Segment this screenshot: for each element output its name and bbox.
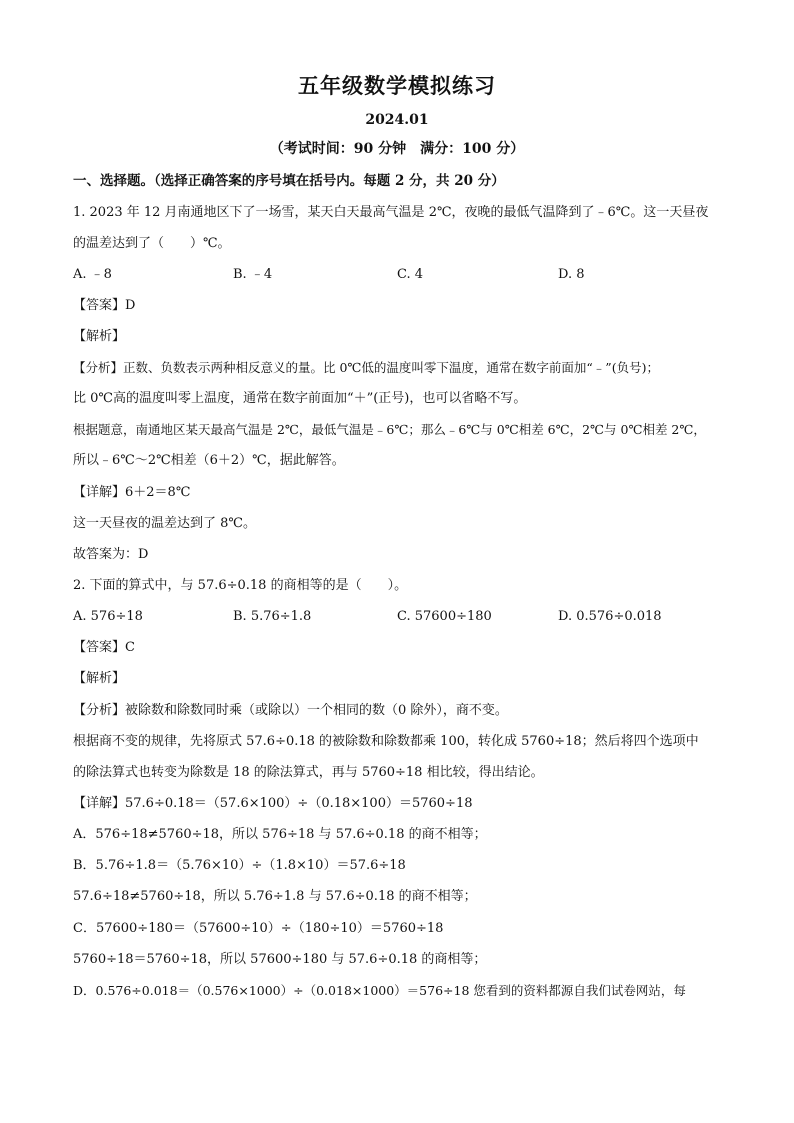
- q1-analysis-line1: 【分析】正数、负数表示两种相反意义的量。比 0℃低的温度叫零下温度，通常在数字前面加“﹣”(负号)；: [73, 360, 659, 375]
- q2-option-b: B. 5.76÷1.8: [233, 609, 312, 624]
- q1-conclusion: 故答案为：D: [73, 547, 149, 562]
- q2-detail-b2: 57.6÷18≠5760÷18，所以 5.76÷1.8 与 57.6÷0.18 的商不相等；: [73, 889, 477, 904]
- q1-option-b: B. ﹣4: [233, 267, 273, 282]
- q2-detail-c1: C．57600÷180＝（57600÷10）÷（180÷10）＝5760÷18: [73, 921, 444, 936]
- q2-option-a: A. 576÷18: [73, 609, 143, 624]
- q2-answer: 【答案】C: [73, 640, 135, 655]
- q2-stem: 2. 下面的算式中，与 57.6÷0.18 的商相等的是（ ）。: [73, 578, 408, 593]
- q1-stem-line2: 的温差达到了（ ）℃。: [73, 236, 231, 251]
- section-heading: 一、选择题。（选择正确答案的序号填在括号内。每题 2 分，共 20 分）: [73, 173, 505, 189]
- q2-detail-line1: 【详解】57.6÷0.18＝（57.6×100）÷（0.18×100）＝5760÷18: [73, 796, 473, 811]
- q2-analysis-line2: 根据商不变的规律，先将原式 57.6÷0.18 的被除数和除数都乘 100，转化成 5760÷18；然后将四个选项中: [73, 734, 699, 749]
- q2-analysis-line3: 的除法算式也转变为除数是 18 的除法算式，再与 5760÷18 相比较，得出结论。: [73, 765, 544, 780]
- q1-option-c: C. 4: [397, 267, 424, 282]
- q1-detail-line1: 【详解】6＋2＝8℃: [73, 485, 191, 500]
- q1-option-d: D. 8: [558, 267, 585, 282]
- q1-detail-line2: 这一天昼夜的温差达到了 8℃。: [73, 516, 256, 531]
- q1-analysis-line3: 根据题意，南通地区某天最高气温是 2℃，最低气温是﹣6℃；那么﹣6℃与 0℃相差 6℃，2℃与 0℃相差 2℃，: [73, 422, 706, 437]
- q1-option-a: A. ﹣8: [73, 267, 112, 282]
- q2-analysis-line1: 【分析】被除数和除数同时乘（或除以）一个相同的数（0 除外），商不变。: [73, 703, 508, 718]
- q2-detail-c2: 5760÷18＝5760÷18，所以 57600÷180 与 57.6÷0.18 的商相等；: [73, 952, 487, 967]
- q2-detail-a: A．576÷18≠5760÷18，所以 576÷18 与 57.6÷0.18 的商不相等；: [73, 827, 487, 842]
- q2-option-d: D. 0.576÷0.018: [558, 609, 662, 624]
- page-title: 五年级数学模拟练习: [298, 73, 496, 98]
- q1-jiexi-label: 【解析】: [73, 329, 126, 344]
- q2-detail-d1: D．0.576÷0.018＝（0.576×1000）÷（0.018×1000）＝576÷18 您看到的资料都源自我们试卷网站，每: [73, 983, 686, 998]
- q2-option-c: C. 57600÷180: [397, 609, 492, 624]
- exam-info: （考试时间：90 分钟 满分：100 分）: [269, 141, 525, 157]
- q1-answer: 【答案】D: [73, 298, 136, 313]
- q1-analysis-line2: 比 0℃高的温度叫零上温度，通常在数字前面加“＋”(正号)，也可以省略不写。: [73, 391, 527, 406]
- q2-jiexi-label: 【解析】: [73, 671, 126, 686]
- q1-analysis-line4: 所以﹣6℃～2℃相差（6＋2）℃，据此解答。: [73, 453, 345, 468]
- exam-date: 2024.01: [365, 112, 429, 128]
- q2-detail-b1: B．5.76÷1.8＝（5.76×10）÷（1.8×10）＝57.6÷18: [73, 858, 406, 873]
- q1-stem-line1: 1. 2023 年 12 月南通地区下了一场雪，某天白天最高气温是 2℃，夜晚的最低气温降到了﹣6℃。这一天昼夜: [73, 205, 709, 220]
